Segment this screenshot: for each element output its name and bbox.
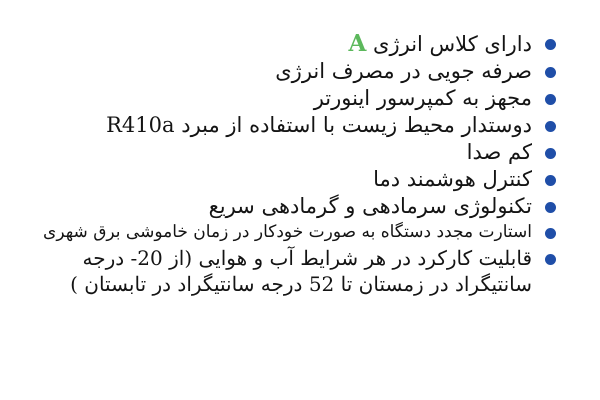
- feature-text: کم صدا: [466, 140, 532, 164]
- feature-all-weather: [60, 245, 560, 297]
- bullet-icon: [545, 228, 556, 239]
- feature-text: کنترل هوشمند دما: [373, 167, 532, 191]
- feature-text: دوستدار محیط زیست با استفاده از مبرد: [181, 113, 532, 137]
- feature-fast-heating-cooling: [60, 193, 560, 220]
- bullet-icon: [545, 202, 556, 213]
- bullet-icon: [545, 94, 556, 105]
- feature-text: صرفه جویی در مصرف انرژی: [275, 59, 532, 83]
- feature-eco-refrigerant: [60, 112, 560, 139]
- feature-smart-temperature: [60, 166, 560, 193]
- bullet-icon: [545, 148, 556, 159]
- feature-energy-saving: [60, 58, 560, 85]
- bullet-icon: [545, 254, 556, 265]
- feature-energy-class: [60, 30, 560, 58]
- feature-text: استارت مجدد دستگاه به صورت خودکار در زمان خاموشی برق شهری: [43, 222, 532, 242]
- bullet-icon: [545, 67, 556, 78]
- feature-auto-restart: [43, 220, 560, 245]
- refrigerant-code: R410a: [106, 113, 175, 137]
- feature-inverter-compressor: [60, 85, 560, 112]
- bullet-icon: [545, 39, 556, 50]
- feature-list: [43, 30, 560, 297]
- feature-text: قابلیت کارکرد در هر شرایط آب و هوایی (از 20- درجه سانتیگراد در زمستان تا 52 درجه سانتیگراد در تابستان ): [70, 246, 532, 296]
- bullet-icon: [545, 175, 556, 186]
- feature-text: دارای کلاس انرژی: [373, 32, 532, 56]
- feature-low-noise: [60, 139, 560, 166]
- energy-class-badge: A: [348, 30, 367, 57]
- feature-text: مجهز به کمپرسور اینورتر: [313, 86, 532, 110]
- bullet-icon: [545, 121, 556, 132]
- feature-text: تکنولوژی سرمادهی و گرمادهی سریع: [208, 194, 532, 218]
